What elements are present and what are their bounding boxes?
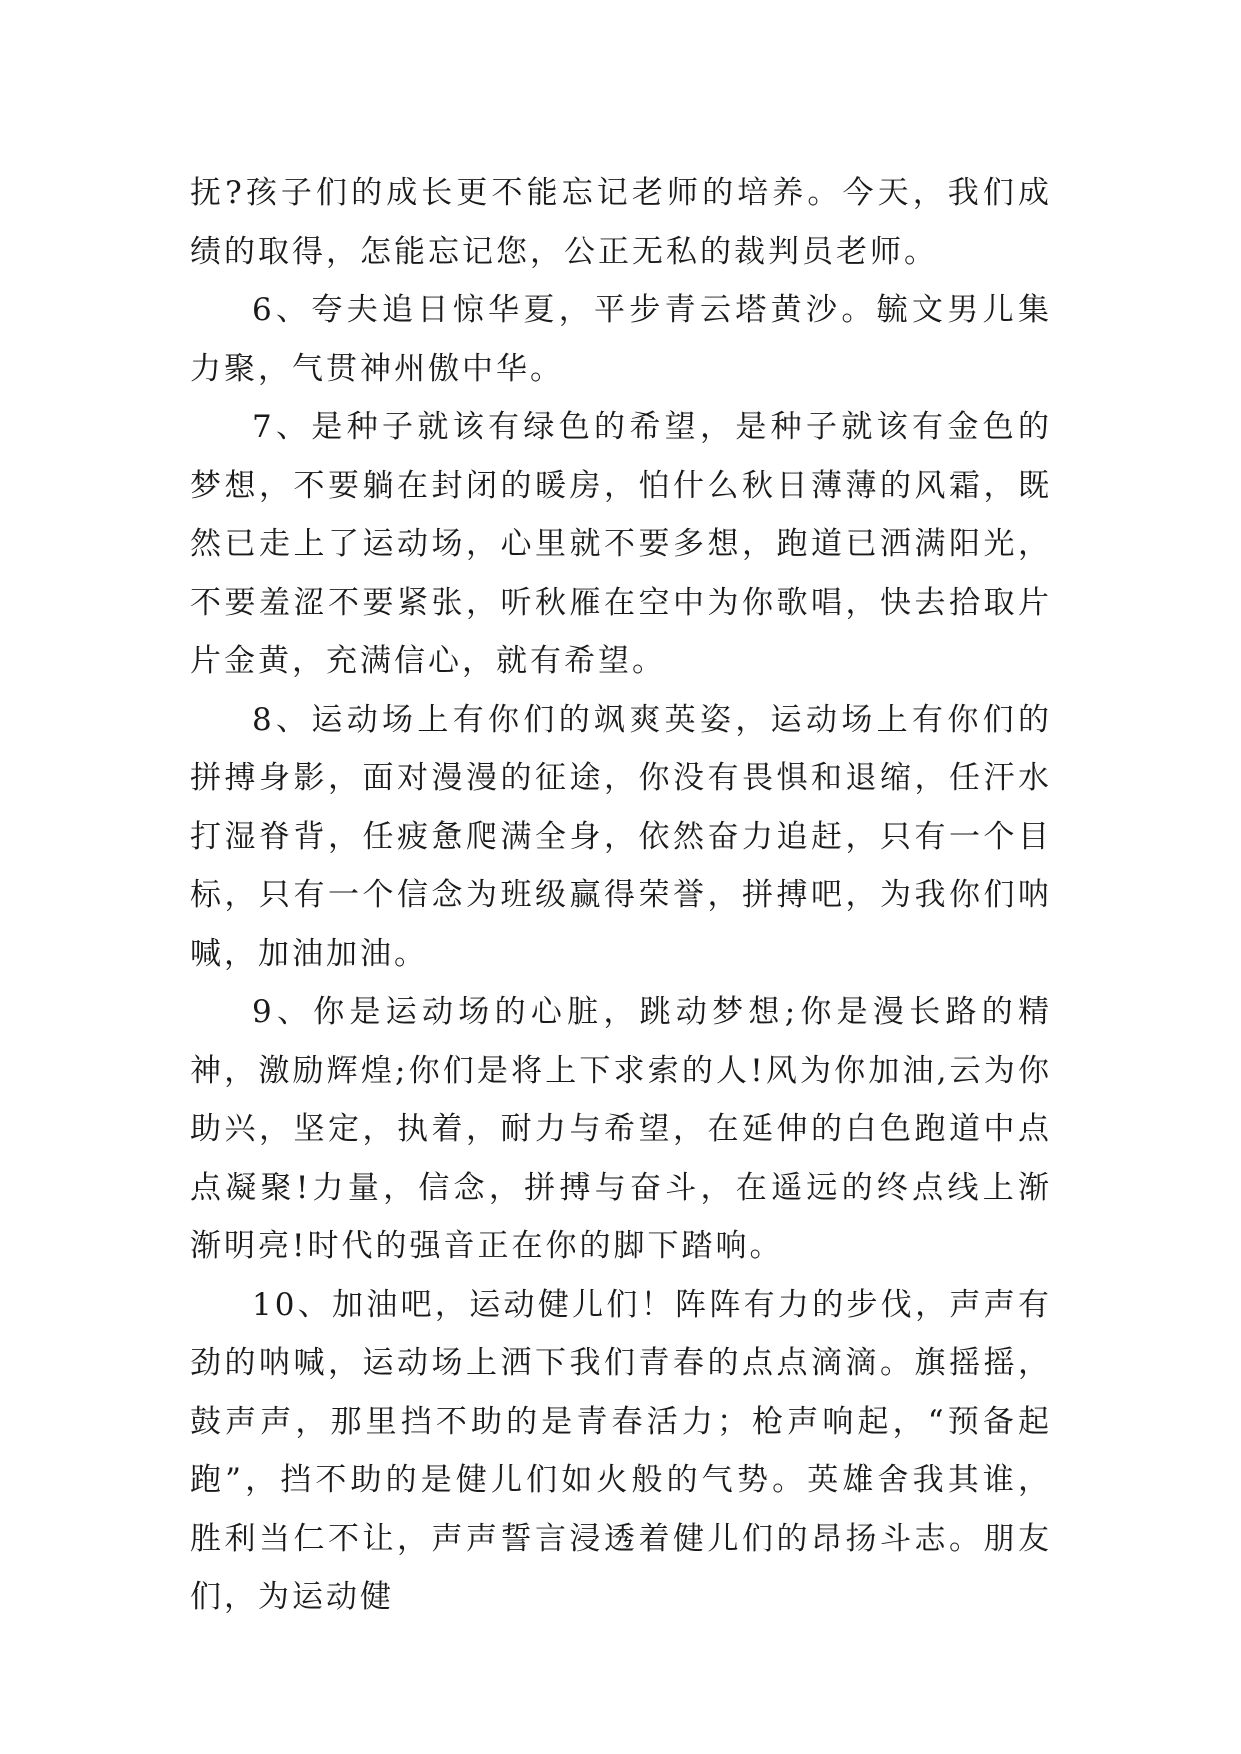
paragraph-item-9: 9、你是运动场的心脏，跳动梦想;你是漫长路的精神，激励辉煌;你们是将上下求索的人!风为你加油,云为你助兴，坚定，执着，耐力与希望，在延伸的白色跑道中点点凝聚!力量，信念，拼搏与奋斗，在遥远的终点线上渐渐明亮!时代的强音正在你的脚下踏响。	[190, 994, 1052, 1264]
document-body	[190, 164, 1052, 1627]
paragraph-item-7: 7、是种子就该有绿色的希望，是种子就该有金色的梦想，不要躺在封闭的暖房，怕什么秋日薄薄的风霜，既然已走上了运动场，心里就不要多想，跑道已洒满阳光，不要羞涩不要紧张，听秋雁在空中为你歌唱，快去拾取片片金黄，充满信心，就有希望。	[190, 409, 1052, 679]
paragraph-continuation: 抚?孩子们的成长更不能忘记老师的培养。今天，我们成绩的取得，怎能忘记您，公正无私的裁判员老师。	[190, 175, 1052, 270]
paragraph-item-6: 6、夸夫追日惊华夏，平步青云塔黄沙。毓文男儿集力聚，气贯神州傲中华。	[190, 292, 1052, 387]
paragraph-item-8: 8、运动场上有你们的飒爽英姿，运动场上有你们的拼搏身影，面对漫漫的征途，你没有畏惧和退缩，任汗水打湿脊背，任疲惫爬满全身，依然奋力追赶，只有一个目标，只有一个信念为班级赢得荣誉，拼搏吧，为我你们呐喊，加油加油。	[190, 701, 1052, 972]
paragraph-item-10: 10、加油吧，运动健儿们！阵阵有力的步伐，声声有劲的呐喊，运动场上洒下我们青春的点点滴滴。旗摇摇，鼓声声，那里挡不助的是青春活力；枪声响起，“预备起跑”，挡不助的是健儿们如火般的气势。英雄舍我其谁，胜利当仁不让，声声誓言浸透着健儿们的昂扬斗志。朋友们，为运动健	[190, 1286, 1052, 1615]
